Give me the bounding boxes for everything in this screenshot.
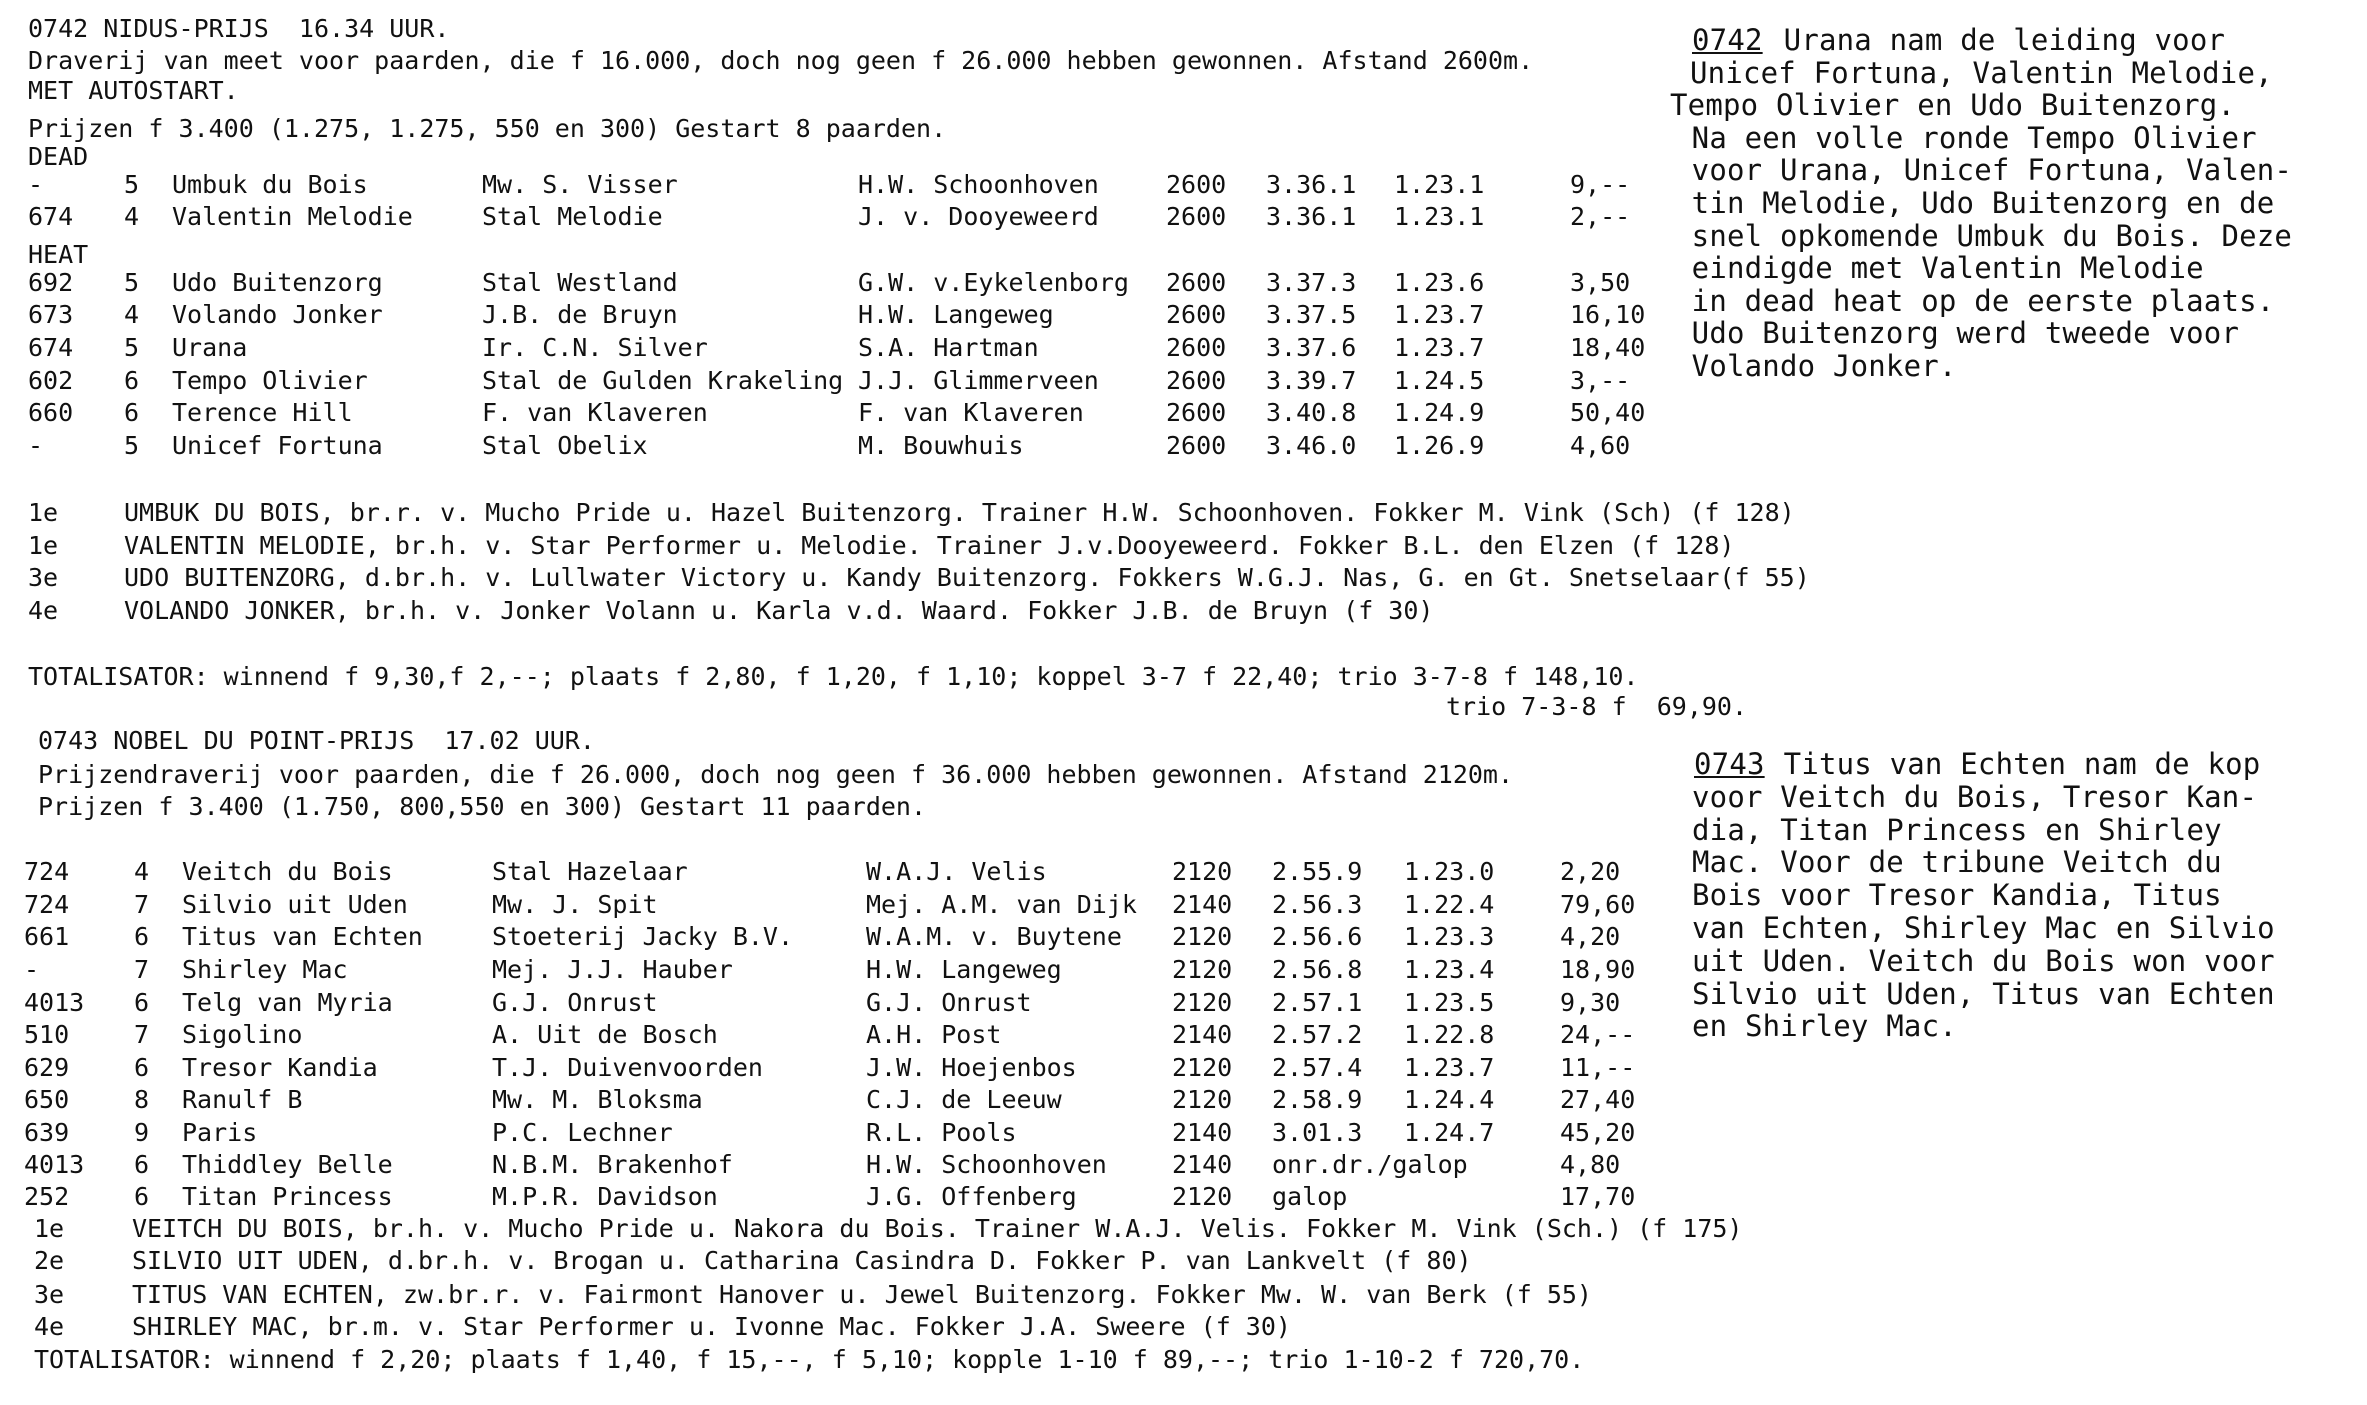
- cell-odds: 17,70: [1560, 1182, 1636, 1211]
- cell-age: 4: [134, 857, 150, 886]
- cell-odds: 18,90: [1560, 955, 1636, 984]
- cell-owner: Mej. J.J. Hauber: [492, 955, 733, 984]
- cell-age: 6: [124, 398, 140, 427]
- cell-num: -: [24, 955, 40, 984]
- cell-dist: 2120: [1172, 988, 1233, 1017]
- cell-age: 4: [124, 202, 140, 231]
- cell-dist: 2120: [1172, 955, 1233, 984]
- cell-horse: Sigolino: [182, 1020, 303, 1049]
- race-prizes: Prijzen f 3.400 (1.750, 800,550 en 300) Gestart 11 paarden.: [38, 792, 927, 821]
- cell-horse: Ranulf B: [182, 1085, 303, 1114]
- cell-owner: Mw. M. Bloksma: [492, 1085, 703, 1114]
- cell-num: 4013: [24, 988, 85, 1017]
- commentary-line: uit Uden. Veitch du Bois won voor: [1692, 943, 2275, 978]
- cell-time: 3.01.3: [1272, 1118, 1363, 1147]
- commentary-line: eindigde met Valentin Melodie: [1674, 251, 2204, 286]
- cell-dist: 2120: [1172, 857, 1233, 886]
- cell-age: 5: [124, 431, 140, 460]
- cell-time: 3.37.6: [1266, 333, 1357, 362]
- pedigree-text: VALENTIN MELODIE, br.h. v. Star Performer u. Melodie. Trainer J.v.Dooyeweerd. Fokker B.L. den Elzen (f 128): [124, 531, 1735, 560]
- commentary-line: voor Urana, Unicef Fortuna, Valen-: [1674, 153, 2293, 188]
- cell-num: -: [28, 170, 44, 199]
- cell-km: 1.23.5: [1404, 988, 1495, 1017]
- cell-horse: Umbuk du Bois: [172, 170, 368, 199]
- cell-age: 6: [134, 1182, 150, 1211]
- cell-dist: 2120: [1172, 1053, 1233, 1082]
- cell-time: galop: [1272, 1182, 1348, 1211]
- cell-age: 7: [134, 890, 150, 919]
- cell-odds: 9,--: [1570, 170, 1631, 199]
- cell-age: 5: [124, 268, 140, 297]
- cell-horse: Udo Buitenzorg: [172, 268, 383, 297]
- cell-owner: P.C. Lechner: [492, 1118, 673, 1147]
- cell-odds: 4,80: [1560, 1150, 1621, 1179]
- pedigree-text: SHIRLEY MAC, br.m. v. Star Performer u. Ivonne Mac. Fokker J.A. Sweere (f 30): [132, 1312, 1291, 1341]
- cell-time: 2.57.2: [1272, 1020, 1363, 1049]
- cell-trainer: F. van Klaveren: [858, 398, 1084, 427]
- cell-num: 639: [24, 1118, 70, 1147]
- commentary-line: Tempo Olivier en Udo Buitenzorg.: [1670, 88, 2236, 123]
- cell-age: 6: [134, 1150, 150, 1179]
- finish-place: 4e: [28, 596, 59, 625]
- cell-owner: A. Uit de Bosch: [492, 1020, 718, 1049]
- commentary-line: voor Veitch du Bois, Tresor Kan-: [1692, 779, 2258, 814]
- cell-num: 650: [24, 1085, 70, 1114]
- cell-odds: 27,40: [1560, 1085, 1636, 1114]
- cell-num: 629: [24, 1053, 70, 1082]
- cell-odds: 50,40: [1570, 398, 1646, 427]
- cell-owner: Stal Melodie: [482, 202, 663, 231]
- cell-num: 673: [28, 300, 74, 329]
- commentary-line: Urana nam de leiding voor: [1766, 23, 2226, 57]
- finish-place: 2e: [34, 1246, 65, 1275]
- cell-km: 1.23.1: [1394, 202, 1485, 231]
- cell-dist: 2600: [1166, 202, 1227, 231]
- cell-time: 2.56.8: [1272, 955, 1363, 984]
- cell-horse: Veitch du Bois: [182, 857, 393, 886]
- cell-num: 724: [24, 857, 70, 886]
- dead-heat-label: DEAD: [28, 142, 89, 171]
- cell-km: 1.23.4: [1404, 955, 1495, 984]
- cell-age: 5: [124, 333, 140, 362]
- commentary-line: Unicef Fortuna, Valentin Melodie,: [1690, 55, 2273, 90]
- totalisator: TOTALISATOR: winnend f 9,30,f 2,--; plaats f 2,80, f 1,20, f 1,10; koppel 3-7 f 22,40; trio 3-7-8 f 148,10.: [28, 662, 1639, 691]
- cell-trainer: M. Bouwhuis: [858, 431, 1024, 460]
- cell-age: 9: [134, 1118, 150, 1147]
- cell-dist: 2600: [1166, 268, 1227, 297]
- cell-horse: Titan Princess: [182, 1182, 393, 1211]
- cell-time: 3.36.1: [1266, 202, 1357, 231]
- cell-num: 252: [24, 1182, 70, 1211]
- commentary-line: en Shirley Mac.: [1692, 1009, 1957, 1044]
- cell-dist: 2600: [1166, 170, 1227, 199]
- cell-odds: 2,--: [1570, 202, 1631, 231]
- cell-odds: 79,60: [1560, 890, 1636, 919]
- pedigree-text: SILVIO UIT UDEN, d.br.h. v. Brogan u. Catharina Casindra D. Fokker P. van Lankvelt (f 80): [132, 1246, 1472, 1275]
- cell-age: 6: [124, 366, 140, 395]
- cell-owner: Mw. J. Spit: [492, 890, 658, 919]
- cell-horse: Shirley Mac: [182, 955, 348, 984]
- cell-trainer: W.A.J. Velis: [866, 857, 1047, 886]
- cell-horse: Urana: [172, 333, 248, 362]
- cell-trainer: R.L. Pools: [866, 1118, 1017, 1147]
- cell-odds: 3,50: [1570, 268, 1631, 297]
- cell-odds: 11,--: [1560, 1053, 1636, 1082]
- commentary-id: 0743: [1694, 747, 1765, 781]
- cell-dist: 2140: [1172, 1020, 1233, 1049]
- finish-place: 4e: [34, 1312, 65, 1341]
- cell-dist: 2600: [1166, 398, 1227, 427]
- cell-owner: Stal Hazelaar: [492, 857, 688, 886]
- cell-age: 7: [134, 1020, 150, 1049]
- cell-num: 724: [24, 890, 70, 919]
- finish-place: 3e: [34, 1280, 65, 1309]
- cell-km: 1.23.7: [1394, 300, 1485, 329]
- cell-odds: 16,10: [1570, 300, 1646, 329]
- cell-age: 6: [134, 922, 150, 951]
- commentary-line: Bois voor Tresor Kandia, Titus: [1692, 878, 2222, 913]
- cell-owner: M.P.R. Davidson: [492, 1182, 718, 1211]
- cell-age: 4: [124, 300, 140, 329]
- cell-trainer: C.J. de Leeuw: [866, 1085, 1062, 1114]
- cell-trainer: H.W. Schoonhoven: [858, 170, 1099, 199]
- cell-dist: 2120: [1172, 922, 1233, 951]
- dead-heat-label: HEAT: [28, 240, 89, 269]
- cell-km: 1.24.4: [1404, 1085, 1495, 1114]
- cell-dist: 2140: [1172, 890, 1233, 919]
- cell-time: 2.55.9: [1272, 857, 1363, 886]
- cell-owner: N.B.M. Brakenhof: [492, 1150, 733, 1179]
- cell-km: 1.23.1: [1394, 170, 1485, 199]
- cell-km: 1.23.6: [1394, 268, 1485, 297]
- cell-trainer: J.G. Offenberg: [866, 1182, 1077, 1211]
- cell-trainer: J. v. Dooyeweerd: [858, 202, 1099, 231]
- cell-owner: Mw. S. Visser: [482, 170, 678, 199]
- cell-trainer: H.W. Langeweg: [858, 300, 1054, 329]
- cell-trainer: Mej. A.M. van Dijk: [866, 890, 1137, 919]
- cell-trainer: J.J. Glimmerveen: [858, 366, 1099, 395]
- cell-trainer: G.W. v.Eykelenborg: [858, 268, 1129, 297]
- cell-horse: Tresor Kandia: [182, 1053, 378, 1082]
- cell-horse: Terence Hill: [172, 398, 353, 427]
- cell-km: 1.26.9: [1394, 431, 1485, 460]
- pedigree-text: TITUS VAN ECHTEN, zw.br.r. v. Fairmont Hanover u. Jewel Buitenzorg. Fokker Mw. W. van Berk (f 55): [132, 1280, 1592, 1309]
- cell-owner: J.B. de Bruyn: [482, 300, 678, 329]
- totalisator: trio 7-3-8 f 69,90.: [1446, 692, 1748, 721]
- totalisator: TOTALISATOR: winnend f 2,20; plaats f 1,40, f 15,--, f 5,10; kopple 1-10 f 89,--; trio 1-10-2 f 720,70.: [34, 1345, 1585, 1374]
- race-description: Draverij van meet voor paarden, die f 16.000, doch nog geen f 26.000 hebben gewonnen. Afstand 2600m.: [28, 46, 1534, 75]
- cell-owner: Stal de Gulden Krakeling: [482, 366, 844, 395]
- cell-dist: 2140: [1172, 1118, 1233, 1147]
- cell-owner: F. van Klaveren: [482, 398, 708, 427]
- cell-dist: 2120: [1172, 1085, 1233, 1114]
- cell-owner: T.J. Duivenvoorden: [492, 1053, 763, 1082]
- cell-trainer: S.A. Hartman: [858, 333, 1039, 362]
- cell-odds: 4,60: [1570, 431, 1631, 460]
- cell-horse: Valentin Melodie: [172, 202, 413, 231]
- cell-time: 3.37.5: [1266, 300, 1357, 329]
- cell-num: 674: [28, 202, 74, 231]
- race-start-type: MET AUTOSTART.: [28, 76, 239, 105]
- cell-odds: 24,--: [1560, 1020, 1636, 1049]
- commentary-line: in dead heat op de eerste plaats.: [1674, 283, 2275, 318]
- cell-time: 3.39.7: [1266, 366, 1357, 395]
- cell-dist: 2600: [1166, 300, 1227, 329]
- cell-km: 1.23.7: [1394, 333, 1485, 362]
- cell-odds: 9,30: [1560, 988, 1621, 1017]
- race-prizes: Prijzen f 3.400 (1.275, 1.275, 550 en 300) Gestart 8 paarden.: [28, 114, 947, 143]
- commentary-line: Udo Buitenzorg werd tweede voor: [1674, 316, 2240, 351]
- cell-time: 2.56.3: [1272, 890, 1363, 919]
- cell-time: 2.57.1: [1272, 988, 1363, 1017]
- cell-trainer: G.J. Onrust: [866, 988, 1032, 1017]
- cell-odds: 4,20: [1560, 922, 1621, 951]
- cell-num: 692: [28, 268, 74, 297]
- cell-age: 6: [134, 1053, 150, 1082]
- cell-age: 5: [124, 170, 140, 199]
- cell-owner: Stal Obelix: [482, 431, 648, 460]
- cell-trainer: H.W. Schoonhoven: [866, 1150, 1107, 1179]
- cell-time: 3.40.8: [1266, 398, 1357, 427]
- pedigree-text: VOLANDO JONKER, br.h. v. Jonker Volann u. Karla v.d. Waard. Fokker J.B. de Bruyn (f 30): [124, 596, 1434, 625]
- cell-horse: Unicef Fortuna: [172, 431, 383, 460]
- cell-time: onr.dr./galop: [1272, 1150, 1468, 1179]
- commentary-line: snel opkomende Umbuk du Bois. Deze: [1674, 218, 2293, 253]
- cell-time: 2.58.9: [1272, 1085, 1363, 1114]
- commentary-line: van Echten, Shirley Mac en Silvio: [1692, 911, 2275, 945]
- commentary-id: 0742: [1692, 23, 1763, 57]
- cell-num: 602: [28, 366, 74, 395]
- cell-horse: Telg van Myria: [182, 988, 393, 1017]
- race-header: 0742 NIDUS-PRIJS 16.34 UUR.: [28, 14, 450, 43]
- cell-time: 2.56.6: [1272, 922, 1363, 951]
- cell-owner: Stoeterij Jacky B.V.: [492, 922, 794, 951]
- cell-time: 3.37.3: [1266, 268, 1357, 297]
- cell-age: 6: [134, 988, 150, 1017]
- cell-num: 660: [28, 398, 74, 427]
- cell-trainer: A.H. Post: [866, 1020, 1002, 1049]
- cell-horse: Titus van Echten: [182, 922, 423, 951]
- finish-place: 3e: [28, 563, 59, 592]
- commentary-line: dia, Titan Princess en Shirley: [1692, 812, 2222, 847]
- finish-place: 1e: [34, 1214, 65, 1243]
- cell-num: 661: [24, 922, 70, 951]
- cell-num: 674: [28, 333, 74, 362]
- cell-horse: Tempo Olivier: [172, 366, 368, 395]
- cell-time: 3.36.1: [1266, 170, 1357, 199]
- cell-num: -: [28, 431, 44, 460]
- commentary-line: Na een volle ronde Tempo Olivier: [1674, 120, 2257, 155]
- cell-odds: 3,--: [1570, 366, 1631, 395]
- cell-km: 1.23.7: [1404, 1053, 1495, 1082]
- race-header: 0743 NOBEL DU POINT-PRIJS 17.02 UUR.: [38, 726, 595, 755]
- cell-age: 7: [134, 955, 150, 984]
- cell-dist: 2120: [1172, 1182, 1233, 1211]
- pedigree-text: UDO BUITENZORG, d.br.h. v. Lullwater Victory u. Kandy Buitenzorg. Fokkers W.G.J. Nas, G. en Gt. Snetselaar(f 55): [124, 563, 1810, 592]
- commentary-line: tin Melodie, Udo Buitenzorg en de: [1674, 186, 2275, 220]
- cell-km: 1.22.4: [1404, 890, 1495, 919]
- cell-horse: Thiddley Belle: [182, 1150, 393, 1179]
- cell-time: 3.46.0: [1266, 431, 1357, 460]
- finish-place: 1e: [28, 498, 59, 527]
- cell-trainer: H.W. Langeweg: [866, 955, 1062, 984]
- finish-place: 1e: [28, 531, 59, 560]
- cell-owner: Stal Westland: [482, 268, 678, 297]
- commentary-line: Volando Jonker.: [1674, 349, 1957, 383]
- cell-dist: 2600: [1166, 333, 1227, 362]
- cell-km: 1.22.8: [1404, 1020, 1495, 1049]
- pedigree-text: VEITCH DU BOIS, br.h. v. Mucho Pride u. Nakora du Bois. Trainer W.A.J. Velis. Fokker M. Vink (Sch.) (f 175): [132, 1214, 1743, 1243]
- commentary-line: Titus van Echten nam de kop: [1766, 747, 2261, 781]
- cell-trainer: W.A.M. v. Buytene: [866, 922, 1122, 951]
- cell-km: 1.24.5: [1394, 366, 1485, 395]
- cell-odds: 2,20: [1560, 857, 1621, 886]
- cell-horse: Paris: [182, 1118, 258, 1147]
- cell-num: 510: [24, 1020, 70, 1049]
- cell-km: 1.23.0: [1404, 857, 1495, 886]
- commentary-line: Mac. Voor de tribune Veitch du: [1692, 845, 2222, 880]
- cell-km: 1.24.7: [1404, 1118, 1495, 1147]
- cell-odds: 18,40: [1570, 333, 1646, 362]
- cell-num: 4013: [24, 1150, 85, 1179]
- race-description: Prijzendraverij voor paarden, die f 26.000, doch nog geen f 36.000 hebben gewonnen. Afstand 2120m.: [38, 760, 1514, 789]
- cell-owner: Ir. C.N. Silver: [482, 333, 708, 362]
- cell-km: 1.23.3: [1404, 922, 1495, 951]
- cell-dist: 2600: [1166, 431, 1227, 460]
- cell-km: 1.24.9: [1394, 398, 1485, 427]
- cell-owner: G.J. Onrust: [492, 988, 658, 1017]
- cell-trainer: J.W. Hoejenbos: [866, 1053, 1077, 1082]
- cell-horse: Volando Jonker: [172, 300, 383, 329]
- cell-time: 2.57.4: [1272, 1053, 1363, 1082]
- pedigree-text: UMBUK DU BOIS, br.r. v. Mucho Pride u. Hazel Buitenzorg. Trainer H.W. Schoonhoven. Fokker M. Vink (Sch) (f 128): [124, 498, 1795, 527]
- cell-dist: 2600: [1166, 366, 1227, 395]
- commentary-line: Silvio uit Uden, Titus van Echten: [1692, 976, 2275, 1011]
- cell-odds: 45,20: [1560, 1118, 1636, 1147]
- cell-dist: 2140: [1172, 1150, 1233, 1179]
- cell-age: 8: [134, 1085, 150, 1114]
- cell-horse: Silvio uit Uden: [182, 890, 408, 919]
